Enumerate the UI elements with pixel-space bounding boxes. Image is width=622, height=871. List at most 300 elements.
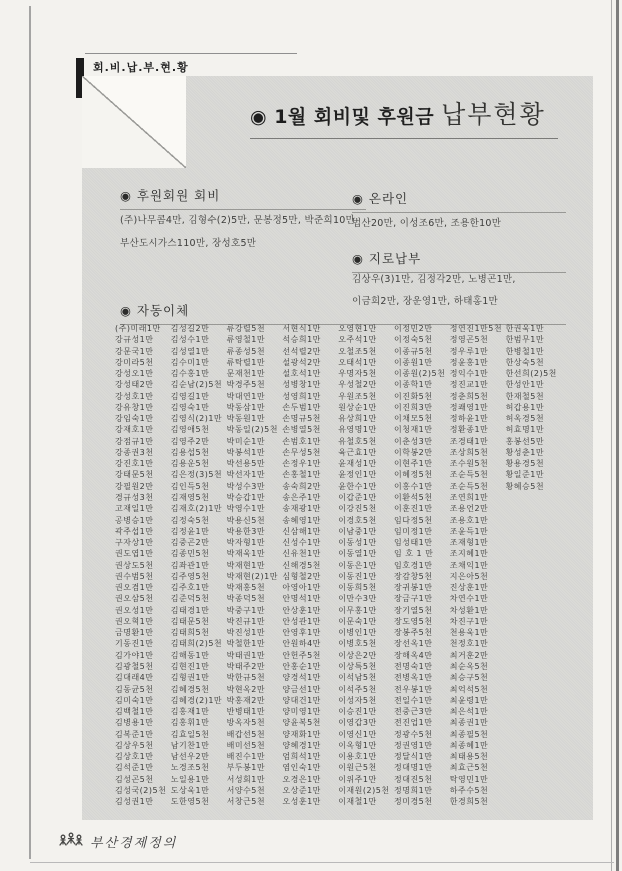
auto-transfer-entry: 구자상1만 bbox=[115, 538, 154, 548]
auto-transfer-entry: 장기열5천 bbox=[393, 605, 433, 615]
auto-transfer-entry: 김중곤2만 bbox=[170, 538, 210, 548]
auto-transfer-entry: 오경은1만 bbox=[282, 774, 321, 784]
auto-transfer-entry: 김혜경(2)1만 bbox=[170, 695, 223, 705]
auto-transfer-entry: 김은정(3)5천 bbox=[170, 470, 223, 480]
auto-transfer-entry: 이영신1만 bbox=[338, 729, 377, 739]
auto-transfer-entry: 정쾌영1만 bbox=[449, 402, 489, 412]
auto-transfer-entry: 김태경1만 bbox=[170, 605, 210, 615]
auto-transfer-entry: 김해동1만 bbox=[170, 650, 210, 660]
auto-transfer-entry: 이병호5천 bbox=[338, 639, 377, 649]
auto-transfer-entry: 권오삼5천 bbox=[115, 594, 154, 604]
auto-transfer-entry: 정달식1만 bbox=[393, 752, 433, 762]
auto-transfer-entry: 최종혜1만 bbox=[449, 740, 489, 750]
auto-transfer-entry: 이만수3만 bbox=[338, 594, 377, 604]
auto-transfer-entry: 김영애5천 bbox=[170, 425, 210, 435]
auto-transfer-entry: 박미순1만 bbox=[226, 436, 266, 446]
auto-transfer-entry: 전진업1만 bbox=[393, 718, 433, 728]
auto-transfer-entry: 최억석5천 bbox=[449, 684, 489, 694]
auto-transfer-entry: 조순득5천 bbox=[449, 470, 489, 480]
auto-transfer-entry: 이옥형1만 bbox=[338, 740, 377, 750]
auto-transfer-entry: 김현진1만 bbox=[170, 661, 210, 671]
auto-transfer-entry: 박진성1만 bbox=[226, 628, 266, 638]
auto-transfer-entry: 윤재성1만 bbox=[338, 459, 377, 469]
auto-transfer-entry: 박승갑1만 bbox=[226, 492, 266, 502]
auto-transfer-entry: 안명석1만 bbox=[282, 594, 321, 604]
auto-transfer-entry: 설광석2만 bbox=[282, 357, 321, 367]
auto-transfer-entry: 박동삼1만 bbox=[226, 402, 266, 412]
auto-transfer-entry: 이승진1만 bbox=[338, 707, 377, 717]
sponsor-fees-lines bbox=[120, 209, 355, 255]
auto-transfer-entry: 김정숙5천 bbox=[170, 515, 210, 525]
auto-transfer-entry: 송혜영1만 bbox=[282, 515, 321, 525]
auto-transfer-entry: 권상도5천 bbox=[115, 560, 154, 570]
auto-transfer-entry: 임 호 1 만 bbox=[393, 549, 434, 559]
auto-transfer-entry: 임다정5천 bbox=[393, 515, 433, 525]
auto-transfer-entry: 이학봉2만 bbox=[393, 447, 433, 457]
auto-transfer-entry: 유영명1만 bbox=[338, 425, 377, 435]
auto-transfer-entry: 손범호1만 bbox=[282, 436, 321, 446]
auto-transfer-entry: 방옥자5천 bbox=[226, 718, 266, 728]
auto-transfer-entry: 이정민2만 bbox=[393, 324, 433, 333]
auto-transfer-entry: 양재화1만 bbox=[282, 729, 321, 739]
auto-transfer-entry: 이동성1만 bbox=[338, 538, 377, 548]
auto-transfer-entry: 최효근5천 bbox=[449, 763, 489, 773]
auto-transfer-entry: 최윤령1만 bbox=[449, 695, 489, 705]
auto-transfer-entry: 신해경5천 bbox=[282, 560, 321, 570]
auto-transfer-column bbox=[450, 323, 506, 807]
auto-transfer-entry: 도한영5천 bbox=[170, 797, 210, 807]
auto-transfer-entry: 최은석1만 bbox=[449, 707, 489, 717]
auto-transfer-entry: 안홍순1만 bbox=[282, 661, 321, 671]
auto-transfer-entry: 김태희(2)5천 bbox=[170, 639, 223, 649]
auto-transfer-entry: 박봉석1만 bbox=[226, 447, 266, 457]
auto-transfer-entry: 조윤득1만 bbox=[449, 526, 489, 536]
auto-transfer-entry: 김인득5천 bbox=[170, 481, 210, 491]
auto-transfer-entry: 허효명1만 bbox=[505, 425, 545, 435]
auto-transfer-entry: 박용한3만 bbox=[226, 526, 266, 536]
auto-transfer-entry: 박성수3만 bbox=[226, 481, 266, 491]
auto-transfer-entry: 김성길2만 bbox=[170, 324, 210, 333]
auto-transfer-entry: 한경희5천 bbox=[449, 797, 489, 807]
auto-transfer-entry: 남기찬1만 bbox=[170, 740, 210, 750]
auto-transfer-entry: 배진수1만 bbox=[226, 752, 266, 762]
auto-transfer-entry: 박현옥2만 bbox=[226, 684, 266, 694]
auto-transfer-entry: 노경조5천 bbox=[170, 763, 210, 773]
auto-transfer-entry: 손명규5천 bbox=[282, 414, 321, 424]
auto-transfer-entry: 김성수1만 bbox=[170, 335, 210, 345]
auto-transfer-column bbox=[338, 323, 394, 807]
auto-transfer-entry: 조용언2만 bbox=[449, 504, 489, 514]
auto-transfer-entry: 강규성1만 bbox=[115, 335, 154, 345]
auto-transfer-entry: 정광수5천 bbox=[393, 729, 433, 739]
auto-transfer-entry: 이용호1만 bbox=[338, 752, 377, 762]
auto-transfer-entry: 서양수5천 bbox=[226, 785, 266, 795]
auto-transfer-entry: 최종권1만 bbox=[449, 718, 489, 728]
auto-transfer-entry: 김정윤1만 bbox=[170, 526, 210, 536]
auto-transfer-entry: 김준덕5천 bbox=[170, 594, 210, 604]
auto-transfer-entry: 김영길1만 bbox=[170, 391, 210, 401]
auto-transfer-entry: 김성권1만 bbox=[115, 797, 154, 807]
auto-transfer-entry: 김주호1만 bbox=[170, 583, 210, 593]
auto-transfer-entry: 유상희1만 bbox=[338, 414, 377, 424]
scan-edge-right-outer bbox=[611, 0, 612, 871]
auto-transfer-entry: 한성안1만 bbox=[505, 380, 545, 390]
auto-transfer-entry: 박재현(2)1만 bbox=[226, 571, 278, 581]
auto-transfer-entry: 박재현1만 bbox=[226, 560, 266, 570]
auto-transfer-entry: 이정숙5천 bbox=[393, 335, 433, 345]
auto-transfer-entry: 한상숙5천 bbox=[505, 357, 545, 367]
auto-transfer-entry: 양경석1만 bbox=[282, 673, 321, 683]
auto-transfer-entry: 김수홍1만 bbox=[170, 369, 210, 379]
auto-transfer-entry: 정윤홍1만 bbox=[449, 357, 489, 367]
auto-transfer-entry: 김성곤5천 bbox=[115, 774, 154, 784]
auto-transfer-entry: 김혜경5천 bbox=[170, 684, 210, 694]
auto-transfer-entry: 황성춘1만 bbox=[505, 447, 545, 457]
auto-transfer-entry: 공병승1만 bbox=[115, 515, 154, 525]
auto-transfer-entry: 정대명1만 bbox=[393, 763, 433, 773]
auto-transfer-entry: 권오혁1만 bbox=[115, 616, 154, 626]
auto-transfer-entry: 김병용1만 bbox=[115, 718, 154, 728]
auto-transfer-entry: 이채모5천 bbox=[393, 414, 433, 424]
auto-transfer-entry: 장도영5천 bbox=[393, 616, 433, 626]
auto-transfer-entry: 정춘희5천 bbox=[449, 391, 489, 401]
auto-transfer-entry: 남선우2만 bbox=[170, 752, 210, 762]
auto-transfer-entry: 이재원(2)5천 bbox=[338, 785, 390, 795]
auto-transfer-entry: 박재홍5천 bbox=[226, 583, 266, 593]
auto-transfer-entry: 정대진5천 bbox=[393, 774, 433, 784]
auto-transfer-entry: 최태용5천 bbox=[449, 752, 489, 762]
auto-transfer-entry: 양미영1만 bbox=[282, 707, 321, 717]
auto-transfer-entry: 원상순1만 bbox=[338, 402, 377, 412]
auto-transfer-entry: 이환석5천 bbox=[393, 492, 433, 502]
giro-line: 이금희2만, 장운영1만, 하태홍1만 bbox=[352, 296, 499, 307]
auto-transfer-entry: 박선자1만 bbox=[226, 470, 266, 480]
auto-transfer-entry: 강임숙1만 bbox=[115, 414, 154, 424]
auto-transfer-entry: 부두봉1만 bbox=[226, 763, 266, 773]
auto-transfer-entry: 안원하4만 bbox=[282, 639, 321, 649]
auto-transfer-entry: 신삼해1만 bbox=[282, 526, 321, 536]
auto-transfer-entry: 이동열1만 bbox=[338, 549, 377, 559]
auto-transfer-table bbox=[115, 323, 561, 807]
auto-transfer-entry: 이종원1만 bbox=[393, 357, 433, 367]
auto-transfer-entry: 이진화5천 bbox=[393, 391, 433, 401]
auto-transfer-entry: 김가야1만 bbox=[115, 650, 154, 660]
auto-transfer-entry: 정권영1만 bbox=[393, 740, 433, 750]
auto-transfer-entry: 한권욱1만 bbox=[505, 324, 545, 333]
auto-transfer-entry: 하주수5천 bbox=[449, 785, 489, 795]
scan-edge-right-inner bbox=[616, 0, 619, 871]
online-line: 법산20만, 이성조6만, 조용한10만 bbox=[352, 218, 502, 229]
auto-transfer-entry: 오태석1만 bbox=[338, 357, 377, 367]
auto-transfer-entry: 조순득5천 bbox=[449, 481, 489, 491]
auto-transfer-entry: 이청재1만 bbox=[393, 425, 433, 435]
page-title-prefix: ◉ 1월 회비및 후원금 bbox=[250, 106, 435, 128]
section-heading-giro: ◉ 지로납부 bbox=[352, 249, 566, 273]
auto-transfer-entry: 성병창1만 bbox=[282, 380, 321, 390]
auto-transfer-entry: 조채익1만 bbox=[449, 560, 489, 570]
auto-transfer-entry: 김미숙1만 bbox=[115, 695, 154, 705]
auto-transfer-entry: 송은주1만 bbox=[282, 492, 321, 502]
auto-transfer-entry: 이영갑3만 bbox=[338, 718, 377, 728]
auto-transfer-column bbox=[282, 323, 338, 807]
auto-transfer-entry: 김복준1만 bbox=[115, 729, 154, 739]
auto-transfer-entry: 정우루1만 bbox=[449, 346, 489, 356]
auto-transfer-entry: 류영철1만 bbox=[226, 335, 266, 345]
fold-corner bbox=[82, 76, 186, 168]
auto-transfer-entry: 김상우5천 bbox=[115, 740, 154, 750]
auto-transfer-entry: 박종덕5천 bbox=[226, 594, 266, 604]
auto-transfer-entry: 배미선5천 bbox=[226, 740, 266, 750]
auto-transfer-entry: 오주석1만 bbox=[338, 335, 377, 345]
auto-transfer-entry: 육근효1만 bbox=[338, 447, 377, 457]
auto-transfer-entry: 전중근3만 bbox=[393, 707, 433, 717]
auto-transfer-entry: 곽주섭1만 bbox=[115, 526, 154, 536]
auto-transfer-entry: 조재형1만 bbox=[449, 538, 489, 548]
auto-transfer-entry: 최종필5천 bbox=[449, 729, 489, 739]
auto-transfer-entry: 이종학1만 bbox=[393, 380, 433, 390]
auto-transfer-entry: 박한규5천 bbox=[226, 673, 266, 683]
auto-transfer-entry: 조용호1만 bbox=[449, 515, 489, 525]
auto-transfer-entry: 최승구5천 bbox=[449, 673, 489, 683]
auto-transfer-entry: 이성자5천 bbox=[338, 695, 377, 705]
auto-transfer-entry: 노일용1만 bbox=[170, 774, 210, 784]
sponsor-line: (주)나무콤4만, 김형수(2)5만, 문봉정5만, 박준희10만 bbox=[120, 215, 356, 226]
auto-transfer-entry: 조수원5천 bbox=[449, 459, 489, 469]
auto-transfer-entry: 송숙희2만 bbox=[282, 481, 321, 491]
auto-transfer-entry: 차연수1만 bbox=[449, 594, 489, 604]
page-title bbox=[250, 95, 558, 139]
auto-transfer-entry: 강성호1만 bbox=[115, 391, 154, 401]
auto-transfer-entry: 선석렬2만 bbox=[282, 346, 321, 356]
auto-transfer-entry: 권도엽1만 bbox=[115, 549, 154, 559]
auto-transfer-entry: 강진호1만 bbox=[115, 459, 154, 469]
auto-transfer-entry: 전우봉1만 bbox=[393, 684, 433, 694]
auto-transfer-entry: 김광철5천 bbox=[115, 661, 154, 671]
auto-transfer-column bbox=[115, 323, 171, 807]
auto-transfer-entry: 전명숙1만 bbox=[393, 661, 433, 671]
auto-transfer-entry: 안상훈1만 bbox=[282, 605, 321, 615]
auto-transfer-entry: 배갑선5천 bbox=[226, 729, 266, 739]
auto-transfer-entry: 김태희5천 bbox=[170, 628, 210, 638]
auto-transfer-entry: 고재일1만 bbox=[115, 504, 154, 514]
auto-transfer-entry: 김대래4만 bbox=[115, 673, 154, 683]
auto-transfer-entry: 장감창5천 bbox=[393, 571, 433, 581]
auto-transfer-entry: 정명희1만 bbox=[393, 785, 433, 795]
footer-logo-text: 부산경제정의 bbox=[90, 835, 178, 851]
auto-transfer-entry: 우원조5천 bbox=[338, 391, 377, 401]
auto-transfer-entry: 박동일(2)5천 bbox=[226, 425, 278, 435]
auto-transfer-entry: 임미정1만 bbox=[393, 526, 433, 536]
auto-transfer-entry: 류종성5천 bbox=[226, 346, 266, 356]
auto-transfer-entry: 류강렬5천 bbox=[226, 324, 266, 333]
auto-transfer-entry: 손무성5천 bbox=[282, 447, 321, 457]
auto-transfer-entry: 이종원(2)5천 bbox=[393, 369, 446, 379]
auto-transfer-entry: 염인숙1만 bbox=[282, 763, 321, 773]
auto-transfer-entry: 지은아5천 bbox=[449, 571, 489, 581]
auto-transfer-entry: 성영희1만 bbox=[282, 391, 321, 401]
auto-transfer-entry: 이문숙1만 bbox=[338, 616, 377, 626]
auto-transfer-entry: 김형권1만 bbox=[170, 673, 210, 683]
auto-transfer-entry: 김순남(2)5천 bbox=[170, 380, 223, 390]
section-heading-online: ◉ 온라인 bbox=[352, 189, 566, 213]
auto-transfer-entry: 박태권1만 bbox=[226, 650, 266, 660]
auto-transfer-entry: 이동진1만 bbox=[338, 571, 377, 581]
auto-transfer-entry: 강종권3천 bbox=[115, 447, 154, 457]
auto-transfer-entry: 유철호5천 bbox=[338, 436, 377, 446]
auto-transfer-entry: 김홍휘1만 bbox=[170, 718, 210, 728]
auto-transfer-entry: 한재철5천 bbox=[505, 391, 545, 401]
auto-transfer-entry: 권오성1만 bbox=[115, 605, 154, 615]
auto-transfer-entry: 윤정인1만 bbox=[338, 470, 377, 480]
section-heading-auto-transfer: ◉ 자동이체 bbox=[120, 301, 566, 325]
auto-transfer-entry: 권수범5천 bbox=[115, 571, 154, 581]
auto-transfer-entry: 허옥경5천 bbox=[505, 414, 545, 424]
auto-transfer-entry: 도상욱1만 bbox=[170, 785, 210, 795]
auto-transfer-entry: 서창근5천 bbox=[226, 797, 266, 807]
auto-transfer-entry: 진상훈1만 bbox=[449, 583, 489, 593]
auto-transfer-entry: 신성수1만 bbox=[282, 538, 321, 548]
auto-transfer-entry: 이혜정5천 bbox=[393, 470, 433, 480]
auto-transfer-entry: 임호경1만 bbox=[393, 560, 433, 570]
auto-transfer-entry: 손두범1만 bbox=[282, 402, 321, 412]
auto-transfer-entry: 김재영5천 bbox=[170, 492, 210, 502]
auto-transfer-entry: 오성훈1만 bbox=[282, 797, 321, 807]
auto-transfer-entry: 장귀봉1만 bbox=[393, 583, 433, 593]
online-lines bbox=[352, 212, 501, 235]
auto-transfer-entry: 김동균5천 bbox=[115, 684, 154, 694]
auto-transfer-entry: 조지혜1만 bbox=[449, 549, 489, 559]
auto-transfer-entry: 탁영민1만 bbox=[449, 774, 489, 784]
auto-transfer-entry: 서성회1만 bbox=[226, 774, 266, 784]
auto-transfer-entry: 김영숙1만 bbox=[170, 402, 210, 412]
auto-transfer-entry: 박태주2만 bbox=[226, 661, 266, 671]
auto-transfer-entry: 장봉주5천 bbox=[393, 628, 433, 638]
auto-transfer-entry: 강문국1만 bbox=[115, 346, 154, 356]
auto-transfer-entry: 전병옥1만 bbox=[393, 673, 433, 683]
auto-transfer-entry: 김영주2만 bbox=[170, 436, 210, 446]
auto-transfer-entry: 권오겸1만 bbox=[115, 583, 154, 593]
auto-transfer-entry: 설호석1만 bbox=[282, 369, 321, 379]
auto-transfer-entry: 기동진1만 bbox=[115, 639, 154, 649]
page-title-main: 납부현황 bbox=[441, 100, 546, 129]
auto-transfer-entry: 오상준1만 bbox=[282, 785, 321, 795]
auto-transfer-entry: 박자형1만 bbox=[226, 538, 266, 548]
auto-transfer-entry: 강필원2만 bbox=[115, 481, 154, 491]
auto-transfer-entry: 아영아1만 bbox=[282, 583, 321, 593]
auto-transfer-entry: 정영곤5천 bbox=[449, 335, 489, 345]
auto-transfer-entry: (주)미래1만 bbox=[115, 324, 161, 333]
auto-transfer-entry: 우명자5천 bbox=[338, 369, 377, 379]
auto-transfer-entry: 장금구1만 bbox=[393, 594, 433, 604]
auto-transfer-entry: 김성열1만 bbox=[170, 346, 210, 356]
auto-transfer-entry: 윤한수1만 bbox=[338, 481, 377, 491]
auto-transfer-entry: 심형철2만 bbox=[282, 571, 321, 581]
auto-transfer-column bbox=[506, 323, 562, 807]
auto-transfer-entry: 이동은1만 bbox=[338, 560, 377, 570]
auto-transfer-entry: 이상특5천 bbox=[338, 661, 377, 671]
auto-transfer-entry: 이진희3만 bbox=[393, 402, 433, 412]
auto-transfer-entry: 차진구1만 bbox=[449, 616, 489, 626]
auto-transfer-entry: 양금선1만 bbox=[282, 684, 321, 694]
auto-transfer-entry: 강성태2만 bbox=[115, 380, 154, 390]
auto-transfer-entry: 안영후1만 bbox=[282, 628, 321, 638]
auto-transfer-entry: 허갑용1만 bbox=[505, 402, 545, 412]
auto-transfer-column bbox=[171, 323, 227, 807]
auto-transfer-entry: 임성태1만 bbox=[393, 538, 433, 548]
auto-transfer-entry: 안성관1만 bbox=[282, 616, 321, 626]
auto-transfer-entry: 양대건1만 bbox=[282, 695, 321, 705]
auto-transfer-entry: 박용신5천 bbox=[226, 515, 266, 525]
auto-transfer-entry: 최거훈2만 bbox=[449, 650, 489, 660]
auto-transfer-entry: 김수미1만 bbox=[170, 357, 210, 367]
auto-transfer-entry: 우성철2만 bbox=[338, 380, 377, 390]
auto-transfer-entry: 박대연1만 bbox=[226, 391, 266, 401]
auto-transfer-entry: 양윤복5천 bbox=[282, 718, 321, 728]
header-tab-label: 회.비.납.부.현.황 bbox=[93, 61, 189, 74]
auto-transfer-entry: 정미경5천 bbox=[393, 797, 433, 807]
auto-transfer-entry: 최순옥5천 bbox=[449, 661, 489, 671]
auto-transfer-entry: 박선용5만 bbox=[226, 459, 266, 469]
auto-transfer-entry: 강유창1만 bbox=[115, 402, 154, 412]
auto-transfer-entry: 금명환1만 bbox=[115, 628, 154, 638]
auto-transfer-entry: 김재호(2)1만 bbox=[170, 504, 223, 514]
auto-transfer-entry: 황혜승5천 bbox=[505, 481, 545, 491]
auto-transfer-entry: 이석주5천 bbox=[338, 684, 377, 694]
auto-transfer-entry: 김상호1만 bbox=[115, 752, 154, 762]
auto-transfer-entry: 조연희1만 bbox=[449, 492, 489, 502]
auto-transfer-entry: 손홍철1만 bbox=[282, 470, 321, 480]
auto-transfer-entry: 천용욱1만 bbox=[449, 628, 489, 638]
sponsor-line: 부산도시가스110만, 장성호5만 bbox=[120, 238, 257, 249]
auto-transfer-entry: 황일준1만 bbox=[505, 470, 545, 480]
auto-transfer-entry: 김석준1만 bbox=[115, 763, 154, 773]
auto-transfer-entry: 김백철1만 bbox=[115, 707, 154, 717]
auto-transfer-entry: 정연진1만5천 bbox=[449, 324, 503, 333]
auto-transfer-column bbox=[394, 323, 450, 807]
auto-transfer-entry: 이석남5천 bbox=[338, 673, 377, 683]
giro-line: 김상우(3)1만, 김정각2만, 노병곤1만, bbox=[352, 274, 516, 285]
footer-logo bbox=[58, 831, 177, 851]
auto-transfer-entry: 반병태1만 bbox=[226, 707, 266, 717]
auto-transfer-entry: 박홍재2만 bbox=[226, 695, 266, 705]
auto-transfer-entry: 이남중1만 bbox=[338, 526, 377, 536]
auto-transfer-entry: 송재광1만 bbox=[282, 504, 321, 514]
auto-transfer-entry: 차성환1만 bbox=[449, 605, 489, 615]
auto-transfer-entry: 박영수1만 bbox=[226, 504, 266, 514]
auto-transfer-entry: 이병인1만 bbox=[338, 628, 377, 638]
auto-transfer-entry: 강점규1만 bbox=[115, 436, 154, 446]
auto-transfer-entry: 류탁렬1만 bbox=[226, 357, 266, 367]
auto-transfer-entry: 이훈진1만 bbox=[393, 504, 433, 514]
auto-transfer-entry: 강미라5천 bbox=[115, 357, 154, 367]
auto-transfer-entry: 김용섭5천 bbox=[170, 447, 210, 457]
auto-transfer-entry: 황용경5천 bbox=[505, 459, 545, 469]
section-heading-sponsor-fees: ◉ 후원회원 회비 bbox=[120, 186, 366, 210]
auto-transfer-entry: 서현식1만 bbox=[282, 324, 321, 333]
scan-edge-bottom bbox=[30, 862, 614, 863]
auto-transfer-entry: 장선옥1만 bbox=[393, 639, 433, 649]
auto-transfer-entry: 장해옥4만 bbox=[393, 650, 433, 660]
auto-transfer-entry: 오영현1만 bbox=[338, 324, 377, 333]
auto-transfer-entry: 손정우1만 bbox=[282, 459, 321, 469]
auto-transfer-entry: 경규성3천 bbox=[115, 492, 154, 502]
auto-transfer-entry: 박진규1만 bbox=[226, 616, 266, 626]
auto-transfer-entry: 이무홍1만 bbox=[338, 605, 377, 615]
auto-transfer-entry: 박동원1만 bbox=[226, 414, 266, 424]
auto-transfer-entry: 석승희1만 bbox=[282, 335, 321, 345]
auto-transfer-entry: 이상은2만 bbox=[338, 650, 377, 660]
auto-transfer-entry: 김성국(2)5천 bbox=[115, 785, 167, 795]
